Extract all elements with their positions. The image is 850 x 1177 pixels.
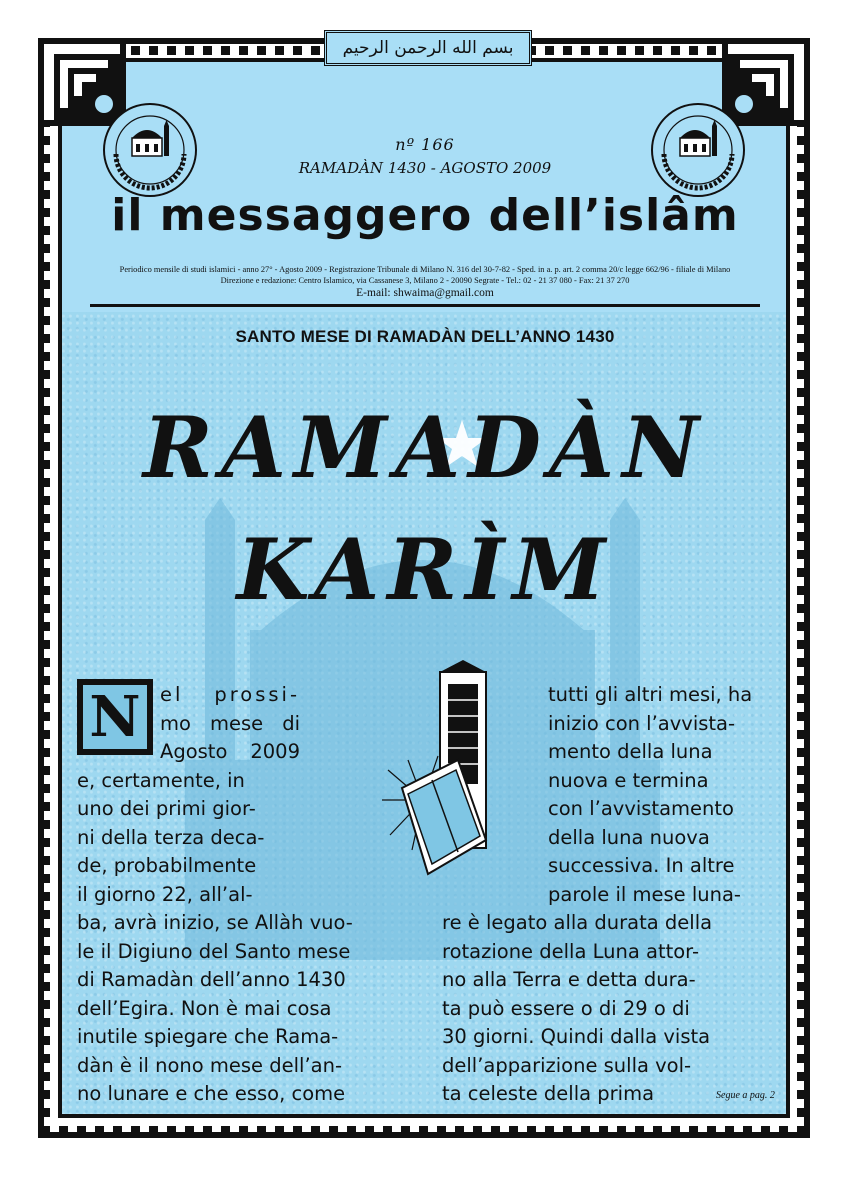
- issue-number: nº 166: [395, 135, 455, 154]
- email-address: E-mail: shwaima@gmail.com: [356, 287, 494, 299]
- masthead-title: il messaggero dell’islâm: [111, 190, 739, 241]
- text-line: de, probabilmente: [77, 854, 257, 877]
- text-line: ta celeste della prima: [442, 1082, 655, 1105]
- continued-note: Segue a pag. 2: [716, 1090, 775, 1101]
- publication-info-line: Direzione e redazione: Centro Islamico, via Cassanese 3, Milano 2 - 20090 Segrate - Tel.: 02 - 21 37 080 - Fax: 21 37 270: [220, 276, 630, 285]
- article-text-left-a-cont: [77, 767, 303, 796]
- publication-info: [94, 264, 756, 286]
- text-line: mo mese di: [160, 711, 300, 735]
- issue-date: RAMADÀN 1430 - AGOSTO 2009: [298, 159, 552, 177]
- header-rule: [90, 304, 760, 307]
- text-line: mento della luna: [548, 740, 713, 763]
- text-line: successiva. In altre: [548, 854, 735, 877]
- text-line: el prossi-: [160, 683, 300, 706]
- text-line: con l’avvistamento: [548, 797, 734, 820]
- text-line: ba, avrà inizio, se Allàh vuo-: [77, 911, 353, 934]
- text-line: no alla Terra e detta dura-: [442, 968, 696, 991]
- text-line: dàn è il nono mese dell’an-: [77, 1053, 342, 1077]
- publication-info-line: Periodico mensile di studi islamici - anno 27° - Agosto 2009 - Registrazione Tribunale di Milano N. 316 del 30-7-82 - Sped. in a. p. art. 2 comma 20/c legge 662/96 - filiale di Milano: [119, 265, 731, 274]
- text-line: Agosto 2009: [160, 740, 300, 763]
- text-line: re è legato alla durata della: [442, 911, 713, 934]
- article-title-line1: RAMADÀN: [143, 398, 707, 497]
- text-line: ta può essere o di 29 o di: [442, 996, 690, 1020]
- article-title-line2: KARÌM: [236, 520, 614, 619]
- drop-cap: [77, 679, 153, 755]
- article-kicker: SANTO MESE DI RAMADÀN DELL’ANNO 1430: [235, 327, 615, 346]
- text-line: il giorno 22, all’al-: [77, 882, 253, 906]
- text-line: inizio con l’avvista-: [548, 711, 736, 735]
- text-line: tutti gli altri mesi, ha: [548, 683, 753, 706]
- drop-cap-letter: N: [83, 685, 147, 749]
- text-line: rotazione della Luna attor-: [442, 939, 699, 963]
- text-line: inutile spiegare che Rama-: [77, 1025, 339, 1048]
- bismillah-banner: بسم الله الرحمن الرحيم: [324, 30, 532, 66]
- text-line: uno dei primi gior-: [77, 797, 256, 820]
- text-line: ni della terza deca-: [77, 825, 265, 849]
- text-line: della luna nuova: [548, 825, 710, 849]
- article-text-left-b: [77, 795, 303, 909]
- article-text-right-b: [442, 909, 780, 1109]
- text-line: nuova e termina: [548, 768, 709, 792]
- text-line: le il Digiuno del Santo mese: [77, 939, 351, 963]
- text-line: di Ramadàn dell’anno 1430: [77, 968, 346, 991]
- text-line: e, certamente, in: [77, 768, 245, 792]
- text-line: parole il mese luna-: [548, 882, 741, 906]
- article-text-left-c: [77, 909, 409, 1109]
- article-text-right-a: [548, 681, 778, 909]
- text-line: dell’Egira. Non è mai cosa: [77, 996, 332, 1020]
- text-line: no lunare e che esso, come: [77, 1082, 346, 1105]
- text-line: dell’apparizione sulla vol-: [442, 1053, 692, 1077]
- article-text-left-a: [160, 681, 300, 767]
- text-line: 30 giorni. Quindi dalla vista: [442, 1025, 711, 1048]
- minaret-book-icon: [378, 660, 508, 890]
